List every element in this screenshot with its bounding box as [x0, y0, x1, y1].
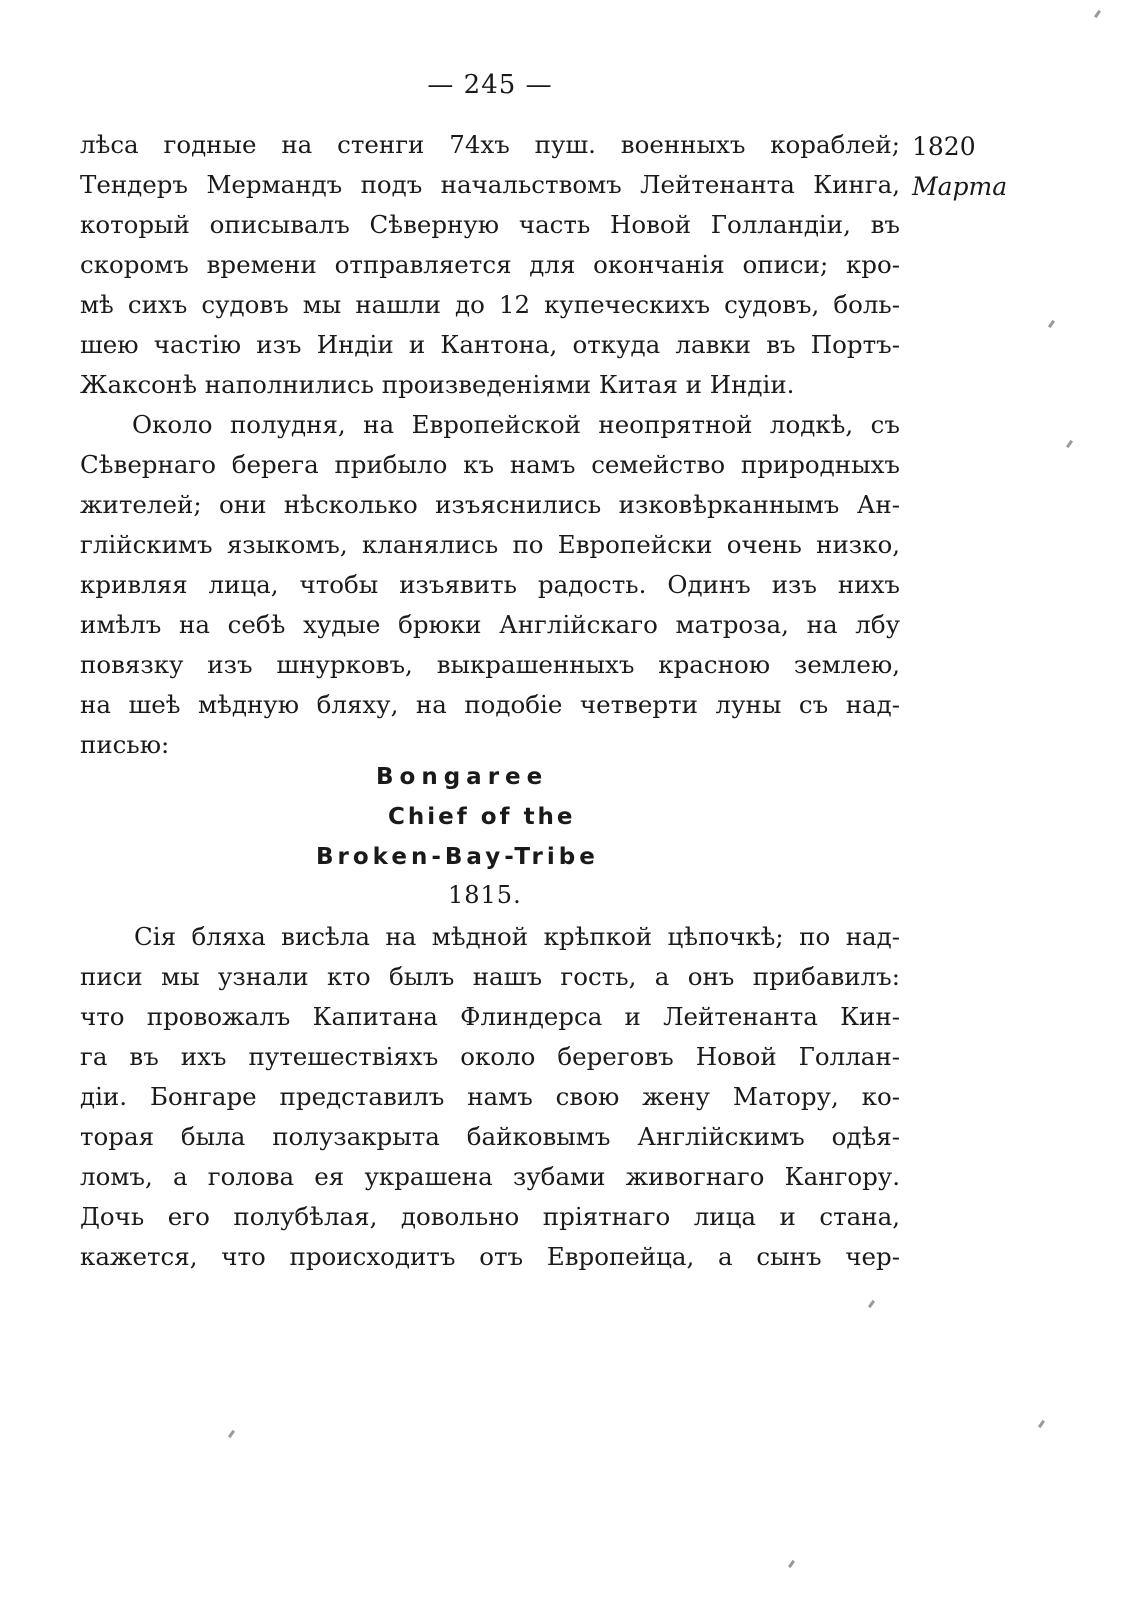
inscription-name: Bongaree: [376, 764, 549, 790]
scan-speck: [228, 1430, 235, 1438]
text-line: писи мы узнали кто былъ нашъ гость, а онъ прибавилъ:: [80, 962, 900, 991]
scan-speck: [1094, 10, 1101, 18]
margin-note-year: 1820: [912, 132, 976, 161]
text-line: глійскимъ языкомъ, кланялись по Европейски очень низко,: [80, 530, 900, 559]
text-line: писью:: [80, 730, 170, 759]
scan-speck: [868, 1300, 875, 1308]
text-line: жителей; они нѣсколько изъяснились изковѣрканнымъ Ан-: [80, 490, 900, 519]
text-line: Сѣвернаго берега прибыло къ намъ семейство природныхъ: [80, 450, 900, 479]
text-line: Жаксонѣ наполнились произведеніями Китая и Индіи.: [80, 370, 795, 399]
text-line: шею частію изъ Индіи и Кантона, откуда лавки въ Портъ-: [80, 330, 900, 359]
text-line: скоромъ времени отправляется для окончанія описи; кро-: [80, 250, 900, 279]
text-line: кажется, что происходитъ отъ Европейца, а сынъ чер-: [80, 1242, 900, 1271]
text-line: Тендеръ Мермандъ подъ начальствомъ Лейтенанта Кинга,: [80, 170, 900, 199]
scan-speck: [788, 1560, 795, 1568]
text-line: мѣ сихъ судовъ мы нашли до 12 купеческихъ судовъ, боль-: [80, 290, 900, 319]
text-line: повязку изъ шнурковъ, выкрашенныхъ красною землею,: [80, 650, 900, 679]
text-line: что провожалъ Капитана Флиндерса и Лейтенанта Кин-: [80, 1002, 900, 1031]
text-line: на шеѣ мѣдную бляху, на подобіе четверти луны съ над-: [80, 690, 900, 719]
scan-speck: [1038, 1420, 1045, 1428]
inscription-title: Chief of the: [388, 804, 576, 830]
text-line: который описывалъ Сѣверную часть Новой Голландіи, въ: [80, 210, 900, 239]
scan-speck: [1066, 440, 1073, 448]
text-line: Около полудня, на Европейской неопрятной лодкѣ, съ: [132, 410, 900, 439]
text-line: Сія бляха висѣла на мѣдной крѣпкой цѣпочкѣ; по над-: [134, 922, 900, 951]
text-line: лѣса годные на стенги 74хъ пуш. военныхъ кораблей;: [80, 130, 900, 159]
scan-speck: [1048, 320, 1055, 328]
text-line: кривляя лица, чтобы изъявить радость. Одинъ изъ нихъ: [80, 570, 900, 599]
inscription-year: 1815.: [448, 881, 522, 909]
margin-note-month: Марта: [912, 172, 1008, 201]
text-line: діи. Бонгаре представилъ намъ свою жену Матору, ко-: [80, 1082, 900, 1111]
inscription-tribe: Broken-Bay-Tribe: [316, 844, 599, 870]
text-line: ломъ, а голова ея украшена зубами живогнаго Кангору.: [80, 1162, 900, 1191]
page-number: — 245 —: [427, 70, 553, 100]
text-line: торая была полузакрыта байковымъ Англійскимъ одѣя-: [80, 1122, 900, 1151]
text-line: га въ ихъ путешествіяхъ около береговъ Новой Голлан-: [80, 1042, 900, 1071]
text-line: имѣлъ на себѣ худые брюки Англійскаго матроза, на лбу: [80, 610, 900, 639]
text-line: Дочь его полубѣлая, довольно пріятнаго лица и стана,: [80, 1202, 900, 1231]
